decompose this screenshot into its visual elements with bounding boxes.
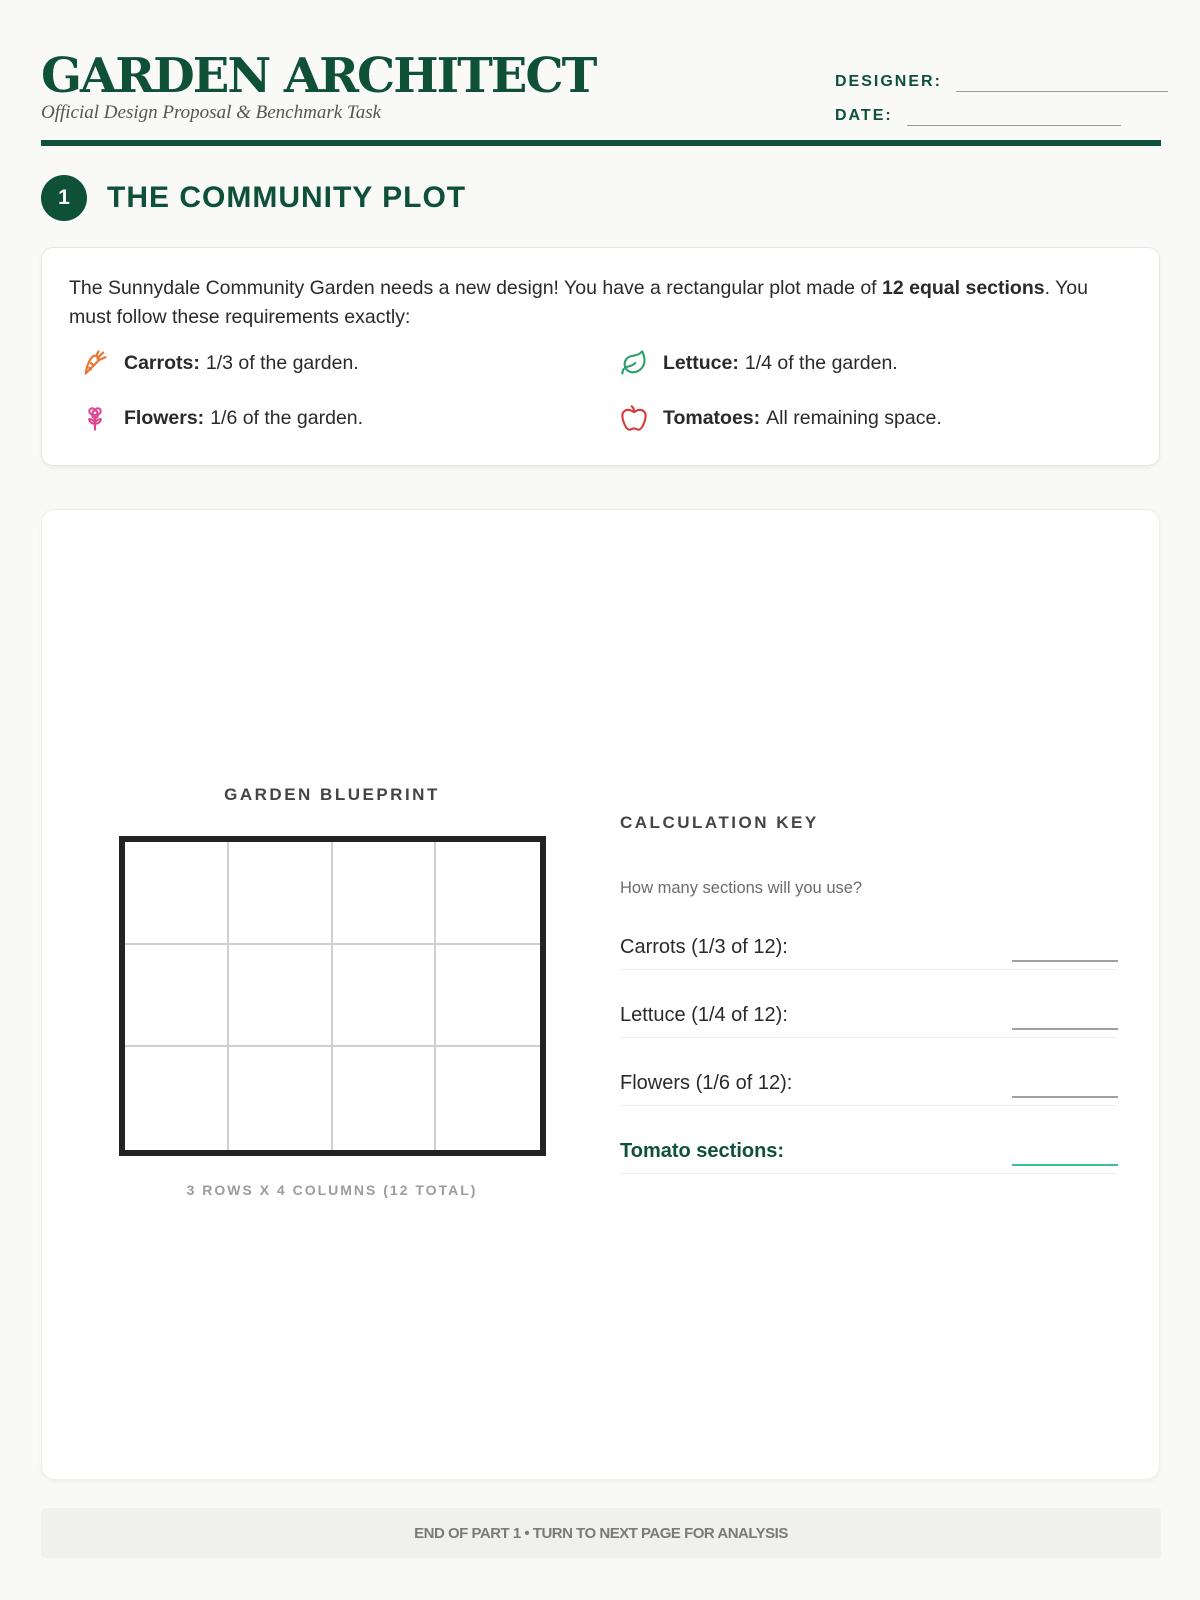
date-label: DATE: bbox=[835, 107, 893, 124]
blueprint-caption: 3 ROWS X 4 COLUMNS (12 TOTAL) bbox=[186, 1182, 478, 1198]
requirement-desc: All remaining space. bbox=[766, 406, 942, 429]
requirement-desc: 1/3 of the garden. bbox=[205, 351, 359, 374]
designer-input-line[interactable] bbox=[956, 74, 1168, 92]
requirement-desc: 1/4 of the garden. bbox=[744, 351, 898, 374]
grid-cell[interactable] bbox=[333, 1047, 437, 1150]
grid-cell[interactable] bbox=[229, 1047, 333, 1150]
brand-title: GARDEN ARCHITECT bbox=[41, 48, 596, 104]
grid-cell[interactable] bbox=[125, 1047, 229, 1150]
calculation-key-prompt: How many sections will you use? bbox=[620, 879, 863, 897]
calc-row-label: Lettuce (1/4 of 12): bbox=[620, 1004, 788, 1026]
flower-icon bbox=[80, 403, 110, 433]
garden-grid bbox=[119, 836, 546, 1156]
grid-cell[interactable] bbox=[333, 945, 437, 1048]
carrot-icon bbox=[80, 348, 110, 378]
header bbox=[41, 40, 1161, 146]
date-input-line[interactable] bbox=[907, 108, 1121, 126]
requirement-desc: 1/6 of the garden. bbox=[210, 406, 364, 429]
requirement-tomatoes bbox=[619, 403, 942, 433]
grid-cell[interactable] bbox=[436, 945, 540, 1048]
requirement-name: Lettuce: bbox=[663, 351, 739, 374]
footer bbox=[41, 1508, 1161, 1558]
section-number-badge: 1 bbox=[41, 175, 87, 221]
calc-answer-line[interactable] bbox=[1012, 1028, 1118, 1030]
intro-text-bold: 12 equal sections bbox=[882, 277, 1045, 299]
grid-cell[interactable] bbox=[229, 842, 333, 945]
intro-text-before: The Sunnydale Community Garden needs a new design! You have a rectangular plot made of bbox=[69, 277, 883, 299]
requirement-name: Tomatoes: bbox=[663, 406, 761, 429]
brand-subtitle: Official Design Proposal & Benchmark Task bbox=[41, 102, 382, 123]
apple-icon bbox=[619, 403, 649, 433]
header-divider bbox=[41, 140, 1161, 146]
intro-text-after: . You must follow these requirements exactly: bbox=[69, 277, 1088, 328]
intro-text bbox=[69, 274, 1129, 332]
calc-row-label: Tomato sections: bbox=[620, 1140, 785, 1162]
footer-text: END OF PART 1 • TURN TO NEXT PAGE FOR ANALYSIS bbox=[414, 1524, 788, 1542]
calc-row-tomatoes bbox=[620, 1134, 1117, 1174]
grid-cell[interactable] bbox=[333, 842, 437, 945]
calc-row-lettuce bbox=[620, 998, 1117, 1038]
worksheet-page bbox=[41, 0, 1161, 1600]
requirement-carrots bbox=[80, 348, 359, 378]
requirement-name: Flowers: bbox=[124, 406, 205, 429]
blueprint-title: GARDEN BLUEPRINT bbox=[224, 785, 440, 804]
leaf-icon bbox=[619, 348, 649, 378]
grid-cell[interactable] bbox=[125, 842, 229, 945]
requirement-flowers bbox=[80, 403, 363, 433]
grid-cell[interactable] bbox=[436, 1047, 540, 1150]
designer-label: DESIGNER: bbox=[835, 73, 942, 90]
calc-row-label: Carrots (1/3 of 12): bbox=[620, 936, 788, 958]
grid-cell[interactable] bbox=[125, 945, 229, 1048]
designer-field bbox=[835, 68, 1168, 92]
calc-answer-line[interactable] bbox=[1012, 960, 1118, 962]
date-field bbox=[835, 102, 1121, 126]
requirement-lettuce bbox=[619, 348, 898, 378]
calc-answer-line[interactable] bbox=[1012, 1164, 1118, 1166]
calc-row-carrots bbox=[620, 930, 1117, 970]
section-heading bbox=[41, 174, 466, 222]
grid-cell[interactable] bbox=[436, 842, 540, 945]
calc-row-flowers bbox=[620, 1066, 1117, 1106]
requirement-name: Carrots: bbox=[124, 351, 200, 374]
calc-row-label: Flowers (1/6 of 12): bbox=[620, 1072, 793, 1094]
calc-answer-line[interactable] bbox=[1012, 1096, 1118, 1098]
section-title: THE COMMUNITY PLOT bbox=[107, 181, 467, 214]
calculation-key-title: CALCULATION KEY bbox=[620, 813, 819, 832]
grid-cell[interactable] bbox=[229, 945, 333, 1048]
